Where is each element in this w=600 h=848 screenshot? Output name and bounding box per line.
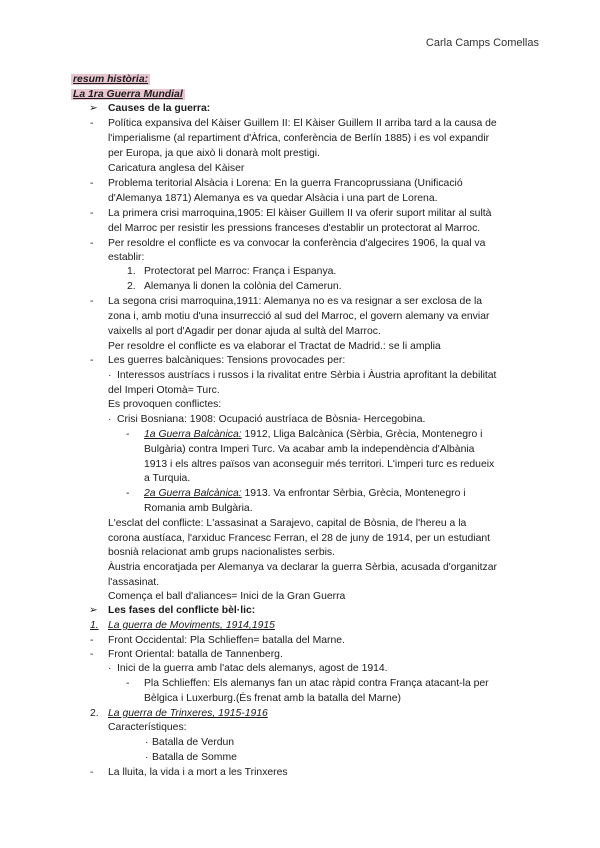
text-line: Batalla de Somme — [152, 752, 237, 763]
text-line: vaixells al port d'Agadir per donar ajuda al sultà del Marroc. — [108, 326, 381, 337]
dash-bullet: - — [90, 178, 94, 189]
dash-bullet: - — [90, 355, 94, 366]
text-line: Inici de la guerra amb l'atac dels alemanys, agost de 1914. — [117, 663, 388, 674]
text-line: Àustria encoratjada per Alemanya va declarar la guerra Sèrbia, acusada d'organitzar — [108, 562, 497, 573]
dash-bullet: - — [90, 118, 94, 129]
text-line: Es provoquen conflictes: — [108, 399, 222, 410]
text-line: La lluita, la vida i a mort a les Trinxeres — [108, 767, 288, 778]
title-main: resum història: — [73, 74, 149, 85]
text-line: Característiques: — [108, 722, 187, 733]
text-line: per Europa, ja que això li donarà molt prestigi. — [108, 148, 320, 159]
text-line: Pla Schlieffen: Els alemanys fan un atac ràpid contra França atacant-la per — [144, 678, 489, 689]
text-line: zona i, amb motiu d'una insurrecció al sud del Marroc, el govern alemany va enviar — [108, 311, 490, 322]
text-line: bosnià relacionat amb grups nacionalistes serbis. — [108, 547, 335, 558]
text-line: Front Occidental: Pla Schlieffen= batalla del Marne. — [108, 635, 345, 646]
text-line: Alemanya li donen la colònia del Camerun. — [144, 281, 342, 292]
arrow-bullet-icon: ➢ — [89, 103, 98, 114]
text-line: establir: — [108, 252, 145, 263]
dot-bullet: · — [108, 414, 112, 425]
text-line: Per resoldre el conflicte es va elaborar el Tractat de Madrid.: se li amplia — [108, 341, 441, 352]
text-line: Romania amb Bulgària. — [144, 503, 253, 514]
list-number: 2. — [127, 281, 136, 292]
text-line: Per resoldre el conflicte es va convocar la conferència d'algecires 1906, la qual va — [108, 238, 486, 249]
text-line: l'assasinat. — [108, 577, 160, 588]
phase-title-trinxeres: La guerra de Trinxeres, 1915-1916 — [108, 708, 268, 719]
text-line: d'Alemanya 1871) Alemanya es va quedar Alsàcia i una part de Lorena. — [108, 193, 438, 204]
text-line: del Imperi Otomà= Turc. — [108, 385, 220, 396]
text-line: a Turquia. — [144, 473, 191, 484]
text-line: L'esclat del conflicte: L'assasinat a Sarajevo, capital de Bòsnia, de l'hereu a la — [108, 518, 467, 529]
text-line: Front Oriental: batalla de Tannenberg. — [108, 649, 283, 660]
dash-bullet: - — [90, 238, 94, 249]
phase-title-moviments: La guerra de Moviments, 1914,1915 — [108, 620, 275, 631]
list-number: 1. — [127, 266, 136, 277]
term-second-balkan-war: 2a Guerra Balcànica: — [144, 488, 242, 499]
dash-bullet: - — [90, 296, 94, 307]
arrow-bullet-icon: ➢ — [89, 605, 98, 616]
text-line: 1a Guerra Balcànica: 1912, Lliga Balcànica (Sèrbia, Grècia, Montenegro i — [144, 429, 483, 440]
text-line: Comença el ball d'aliances= Inici de la Gran Guerra — [108, 591, 346, 602]
term-first-balkan-war: 1a Guerra Balcànica: — [144, 429, 242, 440]
section-heading-phases: Les fases del conflicte bèl·lic: — [108, 605, 256, 616]
dash-bullet: - — [90, 208, 94, 219]
author-name: Carla Camps Comellas — [425, 37, 539, 49]
dot-bullet: · — [108, 663, 112, 674]
text-line: Batalla de Verdun — [152, 737, 235, 748]
dot-bullet: · — [145, 752, 149, 763]
text-line: del Marroc per resistir les pressions franceses d'establir un protectorat al Marroc. — [108, 223, 481, 234]
section-heading-causes: Causes de la guerra: — [108, 103, 211, 114]
dash-bullet: - — [126, 678, 130, 689]
text-line: 2a Guerra Balcànica: 1913. Va enfrontar Sèrbia, Grècia, Montenegro i — [144, 488, 466, 499]
text-line: Problema teritorial Alsàcia i Lorena: En la guerra Francoprussiana (Unificació — [108, 178, 463, 189]
list-number: 2. — [90, 708, 99, 719]
text-line: Bulgària) contra Imperi Turc. Va acabar amb la independència d'Albània — [144, 444, 475, 455]
dash-bullet: - — [90, 635, 94, 646]
dash-bullet: - — [90, 649, 94, 660]
text-line: La primera crisi marroquina,1905: El kàiser Guillem II va oferir suport militar al sultà — [108, 208, 492, 219]
list-number: 1. — [90, 620, 99, 631]
text-line: corona austíaca, l'arxiduc Francesc Ferran, el 28 de juny de 1914, per un estudiant — [108, 533, 491, 544]
dash-bullet: - — [126, 488, 130, 499]
dot-bullet: · — [145, 737, 149, 748]
dash-bullet: - — [90, 767, 94, 778]
title-sub: La 1ra Guerra Mundial — [73, 89, 183, 100]
dash-bullet: - — [126, 429, 130, 440]
text-line: Les guerres balcàniques: Tensions provocades per: — [108, 355, 346, 366]
text-line: Caricatura anglesa del Kàiser — [108, 163, 245, 174]
text-line: Bèlgica i Luxerburg.(És frenat amb la batalla del Marne) — [144, 693, 402, 704]
text-line: l'imperialisme (al repartiment d'Àfrica, conferència de Berlín 1885) i es vol expandir — [108, 133, 490, 144]
text-line: Protectorat pel Marroc: França i Espanya. — [144, 266, 337, 277]
dot-bullet: · — [108, 370, 112, 381]
text-line: Política expansiva del Kàiser Guillem II: El Kàiser Guillem II arriba tard a la causa de — [108, 118, 497, 129]
text-line: 1913 i els altres països van aconseguir més territori. L'imperi turc es redueix — [144, 459, 495, 470]
text-line: Crisi Bosniana: 1908: Ocupació austríaca de Bòsnia- Hercegobina. — [117, 414, 426, 425]
text-line: La segona crisi marroquina,1911: Alemanya no es va resignar a ser exclosa de la — [108, 296, 483, 307]
text-line: Interessos austríacs i russos i la rivalitat entre Sèrbia i Àustria aprofitant la debilitat — [117, 370, 497, 381]
